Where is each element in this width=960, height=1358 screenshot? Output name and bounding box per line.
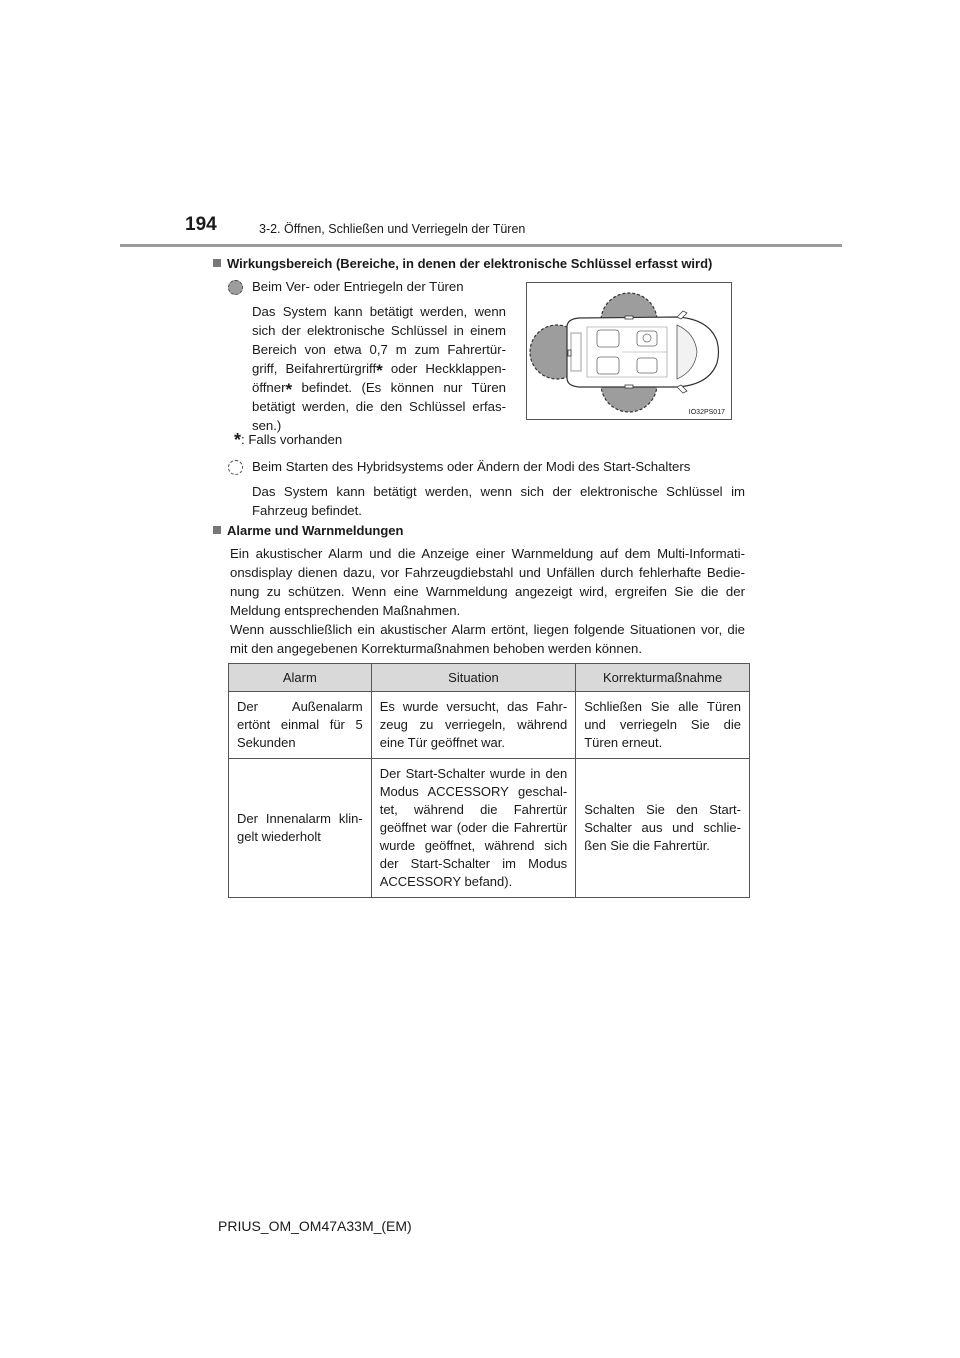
car-top-view-illustration bbox=[527, 283, 731, 419]
figure-code: IO32PS017 bbox=[688, 409, 725, 416]
alarm-paragraph-2: Wenn ausschließlich ein akustischer Alarm ertönt, liegen folgende Situationen vor, die mit den angegebenen Korrekturmaßnahmen behoben werden können. bbox=[230, 622, 745, 656]
situation-cell: Der Start-Schalter wurde in den Modus ACCESSORY geschal- tet, während die Fahrertür geöffnet war (oder die Fahrertür wurde geöffnet, während sich der Start-Schalter im Modus ACCESSORY befand). bbox=[371, 759, 575, 898]
item1-text-c: befindet. (Es können nur Türen betätigt werden, die den Schlüssel erfas- sen.) bbox=[252, 380, 506, 433]
asterisk-mark: * bbox=[285, 380, 293, 399]
section-title: 3-2. Öffnen, Schließen und Verriegeln der Türen bbox=[259, 222, 526, 236]
correction-cell: Schalten Sie den Start- Schalter aus und schlie- ßen Sie die Fahrertür. bbox=[576, 759, 750, 898]
document-id: PRIUS_OM_OM47A33M_(EM) bbox=[218, 1218, 412, 1234]
item2-title: Beim Starten des Hybridsystems oder Ändern der Modi des Start-Schalters bbox=[252, 459, 691, 474]
column-header-alarm: Alarm bbox=[229, 664, 372, 692]
footnote-text: : Falls vorhanden bbox=[241, 432, 343, 447]
column-header-correction: Korrekturmaßnahme bbox=[576, 664, 750, 692]
square-bullet-icon bbox=[213, 259, 221, 267]
range-heading-text: Wirkungsbereich (Bereiche, in denen der elektronische Schlüssel erfasst wird) bbox=[227, 256, 713, 271]
vehicle-range-figure bbox=[526, 282, 732, 420]
column-header-situation: Situation bbox=[371, 664, 575, 692]
correction-cell: Schließen Sie alle Türen und verriegeln Sie die Türen erneut. bbox=[576, 692, 750, 759]
page-number: 194 bbox=[185, 214, 217, 235]
situation-cell: Es wurde versucht, das Fahr- zeug zu verriegeln, während eine Tür geöffnet war. bbox=[371, 692, 575, 759]
item1-text-a: Das System kann betätigt werden, wenn sich der elektronische Schlüssel in einem Bereich von etwa 0,7 m zum Fahrertür- griff, Beifahrertürgriff bbox=[252, 304, 506, 376]
item1-text-b: oder Heckklappen- öffner bbox=[252, 361, 506, 395]
table-row bbox=[229, 692, 750, 759]
alarm-heading-text: Alarme und Warnmeldungen bbox=[227, 523, 404, 538]
footnote-asterisk: * bbox=[234, 430, 242, 450]
alarm-paragraph-1: Ein akustischer Alarm und die Anzeige einer Warnmeldung auf dem Multi-Informati- onsdisplay dienen dazu, vor Fahrzeugdiebstahl und Unfällen durch fehlerhafte Bedie- nung zu schützen. Wenn eine Warnmeldung angezeigt wird, ergreifen Sie die der Meldung entsprechenden Maßnahmen. bbox=[230, 546, 745, 618]
item1-title: Beim Ver- oder Entriegeln der Türen bbox=[252, 279, 464, 294]
alarm-cell: Der Innenalarm klin- gelt wiederholt bbox=[229, 759, 372, 898]
alarm-heading bbox=[213, 523, 403, 538]
item2-text: Das System kann betätigt werden, wenn sich der elektronische Schlüssel im Fahrzeug befindet. bbox=[252, 484, 745, 518]
square-bullet-icon bbox=[213, 526, 221, 534]
empty-dashed-circle-icon bbox=[228, 460, 243, 475]
item1-text bbox=[252, 302, 506, 435]
asterisk-mark: * bbox=[376, 361, 383, 380]
filled-dashed-circle-icon bbox=[228, 280, 243, 295]
alarm-cell: Der Außenalarm ertönt einmal für 5 Sekunden bbox=[229, 692, 372, 759]
header-rule bbox=[120, 244, 842, 247]
alarm-table bbox=[228, 663, 750, 898]
table-row bbox=[229, 759, 750, 898]
footnote bbox=[234, 430, 342, 449]
table-header-row bbox=[229, 664, 750, 692]
range-heading bbox=[213, 256, 773, 271]
